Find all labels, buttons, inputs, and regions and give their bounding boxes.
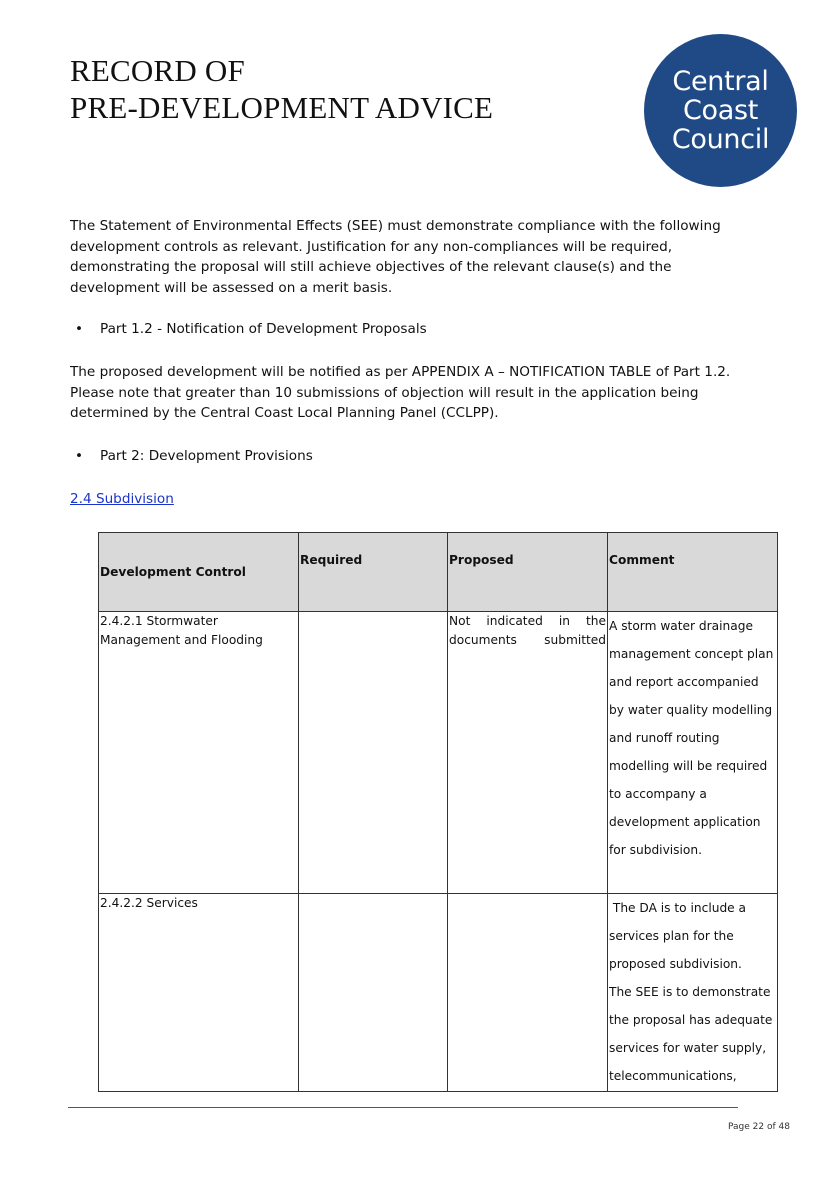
comment-line-2: The SEE is to demonstrate the proposal has adequate services for water supply, telecommunications, <box>609 985 773 1083</box>
page-number: Page 22 of 48 <box>728 1122 790 1132</box>
header-comment: Comment <box>608 533 778 612</box>
table-header-row <box>99 533 778 612</box>
logo-line-1: Central <box>672 66 769 97</box>
logo-line-3: Council <box>671 124 770 155</box>
cell-comment: A storm water drainage management concept plan and report accompanied by water quality modelling and runoff routing modelling will be required to accompany a development application for subdivision. <box>608 612 778 894</box>
bullet-development-provisions-text: Part 2: Development Provisions <box>100 448 313 464</box>
logo-line-2: Coast <box>682 95 759 126</box>
table-row <box>99 612 778 894</box>
cell-required <box>299 612 448 894</box>
page-title <box>70 52 493 126</box>
notification-paragraph: The proposed development will be notified as per APPENDIX A – NOTIFICATION TABLE of Part 1.2. Please note that greater than 10 submissions of objection will result in the application being determined by the Central Coast Local Planning Panel (CCLPP). <box>70 364 731 422</box>
title-line-2: PRE-DEVELOPMENT ADVICE <box>70 90 494 125</box>
proposed-text: Not indicated in the documents submitted <box>449 614 606 647</box>
cell-comment <box>608 894 778 1092</box>
title-line-1: RECORD OF <box>70 53 245 88</box>
cell-control: 2.4.2.1 Stormwater Management and Flooding <box>99 612 299 894</box>
table-row <box>99 894 778 1092</box>
bullet-notification <box>75 319 427 339</box>
cell-proposed <box>448 894 608 1092</box>
cell-control: 2.4.2.2 Services <box>99 894 299 1092</box>
council-logo <box>644 34 797 187</box>
bullet-dot-icon: • <box>75 448 84 464</box>
bullet-notification-text: Part 1.2 - Notification of Development Proposals <box>100 321 427 337</box>
footer-divider <box>68 1107 738 1108</box>
development-control-table <box>98 532 778 1092</box>
bullet-development-provisions <box>75 446 313 466</box>
header-development-control: Development Control <box>99 533 299 612</box>
header-required: Required <box>299 533 448 612</box>
cell-proposed <box>448 612 608 894</box>
cell-required <box>299 894 448 1092</box>
header-proposed: Proposed <box>448 533 608 612</box>
comment-line-1: The DA is to include a services plan for the proposed subdivision. <box>609 901 750 971</box>
subdivision-section-link[interactable]: 2.4 Subdivision <box>70 491 174 507</box>
bullet-dot-icon: • <box>75 321 84 337</box>
intro-paragraph: The Statement of Environmental Effects (SEE) must demonstrate compliance with the following development controls as relevant. Justification for any non-compliances will be required, demonstrating the proposal will still achieve objectives of the relevant clause(s) and the development will be assessed on a merit basis. <box>70 218 721 296</box>
